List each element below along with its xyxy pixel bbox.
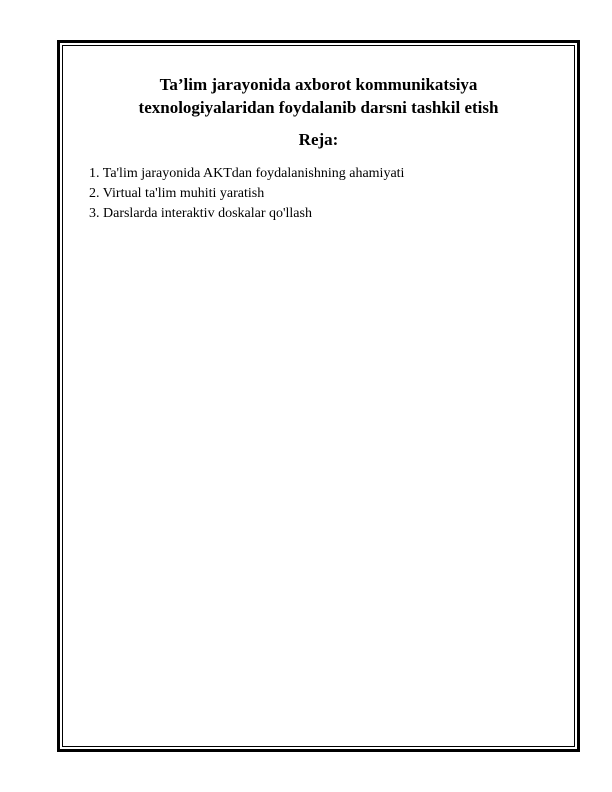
document-title-line-2: texnologiyalaridan foydalanib darsni tashkil etish [138, 98, 499, 117]
plan-item: 3. Darslarda interaktiv doskalar qo'llash [89, 206, 312, 221]
document-title [62, 73, 575, 119]
plan-item: 1. Ta'lim jarayonida AKTdan foydalanishning ahamiyati [89, 166, 405, 181]
document-title-line-1: Ta’lim jarayonida axborot kommunikatsiya [159, 75, 478, 94]
plan-heading: Reja: [298, 130, 339, 149]
plan-list [89, 164, 404, 224]
plan-item: 2. Virtual ta'lim muhiti yaratish [89, 186, 265, 201]
